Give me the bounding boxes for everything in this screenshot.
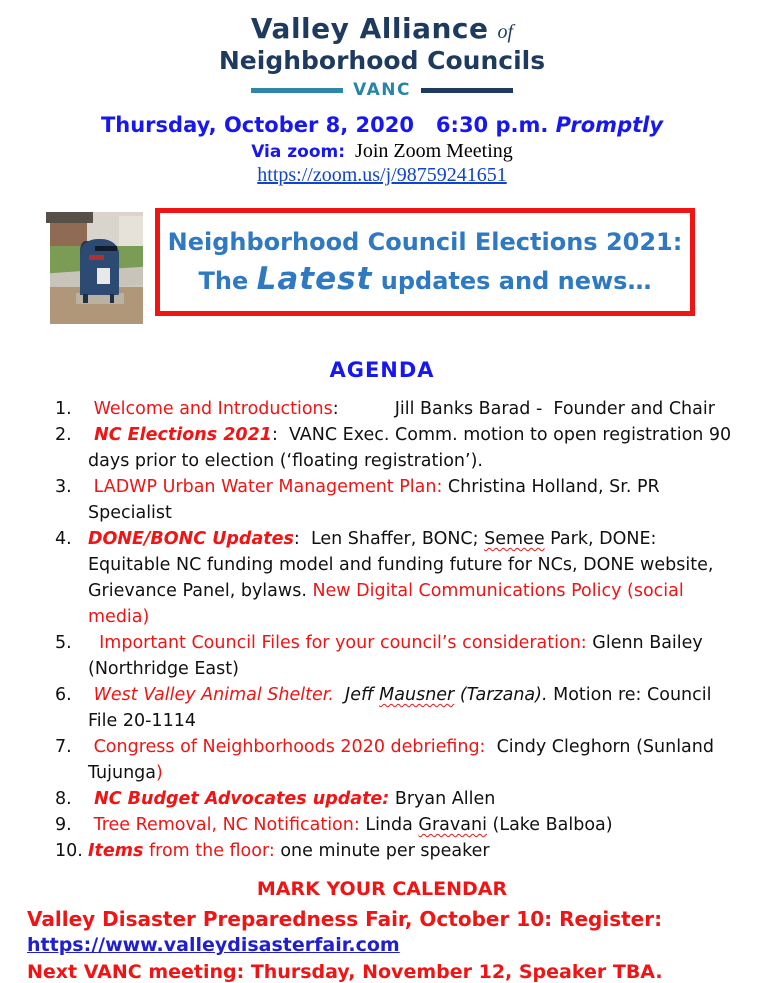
agenda-segment: LADWP Urban Water Management Plan: [88, 477, 443, 497]
agenda-segment: : Len Shaffer, BONC; [293, 529, 485, 549]
agenda-item-number: 6. [55, 685, 72, 705]
logo-title-main: Valley Alliance [250, 12, 489, 45]
next-meeting-note: Next VANC meeting: Thursday, November 12, Speaker TBA. [27, 961, 663, 983]
calendar-heading: MARK YOUR CALENDAR [256, 878, 508, 900]
agenda-segment: (Tarzana). [454, 685, 548, 705]
agenda-item [55, 474, 740, 526]
agenda-segment: Mausner [379, 685, 455, 705]
agenda-segment: Motion re: Council File 20-1114 [88, 685, 718, 731]
logo-acronym: VANC [353, 80, 411, 100]
agenda-item-text [88, 630, 740, 682]
agenda-segment: Items [88, 841, 144, 861]
agenda-segment: Jeff [333, 685, 380, 705]
agenda-item-number: 5. [55, 633, 72, 653]
agenda-item-text [88, 474, 740, 526]
banner-section [0, 208, 764, 338]
headline-latest: Latest [256, 260, 373, 297]
headline-pre: The [198, 266, 257, 295]
agenda-segment: Bryan Allen [389, 789, 496, 809]
join-zoom-text: Join Zoom Meeting [345, 140, 513, 162]
agenda-segment: New Digital Communications Policy (social media) [88, 581, 690, 627]
photo-roof [46, 212, 93, 223]
agenda-segment: Semee [484, 529, 545, 549]
logo-bar-left [251, 88, 343, 93]
agenda-item [55, 396, 740, 422]
agenda-list [55, 396, 740, 864]
agenda-item [55, 630, 740, 682]
agenda-segment: Christina Holland, Sr. PR Specialist [88, 477, 666, 523]
mailbox-photo [50, 212, 143, 324]
logo-bar-right [421, 88, 513, 93]
agenda-heading: AGENDA [329, 358, 435, 382]
logo-title-line [0, 12, 764, 45]
meeting-datetime: Thursday, October 8, 2020 6:30 p.m. [100, 113, 556, 137]
meeting-datetime-line [0, 113, 764, 137]
mailbox-leg [83, 294, 88, 303]
agenda-segment: Gravani [418, 815, 487, 835]
agenda-segment: Cindy Cleghorn (Sunland Tujunga [88, 737, 720, 783]
agenda-segment: from the floor: [143, 841, 275, 861]
mailbox-usps-sticker [97, 268, 111, 284]
agenda-segment: Tree Removal, NC Notification: [88, 815, 360, 835]
agenda-segment: : VANC Exec. Comm. motion to open registration 90 days prior to election (‘floating registration’). [88, 425, 737, 471]
agenda-segment: Important Council Files for your council’s consideration: [88, 633, 587, 653]
agenda-item-text [88, 786, 495, 812]
calendar-event: Valley Disaster Preparedness Fair, October 10: Register: [27, 907, 663, 931]
agenda-item [55, 682, 740, 734]
agenda-item-text [88, 526, 740, 630]
agenda-segment: Linda [359, 815, 419, 835]
agenda-segment: West Valley Animal Shelter. [88, 685, 334, 705]
calendar-link-line [27, 934, 764, 956]
agenda-segment: : [332, 399, 339, 419]
agenda-item-text [88, 734, 740, 786]
agenda-item [55, 812, 740, 838]
mailbox-red-label [89, 255, 104, 261]
zoom-meeting-link[interactable]: https://zoom.us/j/98759241651 [257, 164, 507, 186]
agenda-segment: (Lake Balboa) [486, 815, 613, 835]
agenda-item-text [88, 682, 740, 734]
via-zoom-line [0, 140, 764, 163]
agenda-segment: DONE/BONC Updates [88, 529, 294, 549]
agenda-item-number: 7. [55, 737, 72, 757]
agenda-segment: Welcome and Introductions [88, 399, 333, 419]
agenda-item [55, 838, 740, 864]
agenda-item-number: 10. [55, 841, 83, 861]
agenda-item-text [88, 812, 613, 838]
agenda-item-text [88, 838, 490, 864]
elections-headline-line1: Neighborhood Council Elections 2021: [167, 227, 683, 256]
agenda-segment: Jill Banks Barad - Founder and Chair [394, 399, 715, 419]
zoom-link-line [0, 164, 764, 187]
agenda-segment: ) [156, 763, 163, 783]
agenda-segment: NC Elections 2021 [88, 425, 272, 445]
via-zoom-label: Via zoom: [251, 142, 346, 162]
agenda-item [55, 526, 740, 630]
agenda-segment: NC Budget Advocates update: [88, 789, 390, 809]
agenda-segment: Park, DONE: Equitable NC funding model and funding future for NCs, DONE website, Grievance Panel, bylaws. [88, 529, 719, 601]
agenda-item-text [88, 422, 740, 474]
logo-title-sub: Neighborhood Councils [218, 46, 546, 75]
agenda-item-number: 1. [55, 399, 72, 419]
agenda-segment: Glenn Bailey (Northridge East) [88, 633, 709, 679]
headline-post: updates and news… [372, 266, 652, 295]
agenda-item [55, 422, 740, 474]
agenda-item-number: 2. [55, 425, 72, 445]
vanc-logo [0, 0, 764, 100]
agenda-item-number: 8. [55, 789, 72, 809]
agenda-segment: one minute per speaker [274, 841, 490, 861]
agenda-item-number: 3. [55, 477, 72, 497]
disaster-fair-link[interactable]: https://www.valleydisasterfair.com [27, 934, 400, 956]
mailbox-slot [95, 246, 117, 252]
logo-acronym-row [0, 80, 764, 100]
agenda-item-text [88, 396, 715, 422]
photo-white-house [119, 216, 143, 245]
agenda-item-number: 9. [55, 815, 72, 835]
agenda-item [55, 786, 740, 812]
mailbox-leg [110, 294, 115, 303]
agenda-item [55, 734, 740, 786]
logo-title-of: of [497, 21, 514, 43]
elections-headline-box [155, 208, 695, 316]
elections-headline-line2 [199, 261, 652, 297]
agenda-segment: Congress of Neighborhoods 2020 debriefing: [88, 737, 486, 757]
agenda-item-number: 4. [55, 529, 72, 549]
meeting-promptly: Promptly [555, 113, 664, 137]
